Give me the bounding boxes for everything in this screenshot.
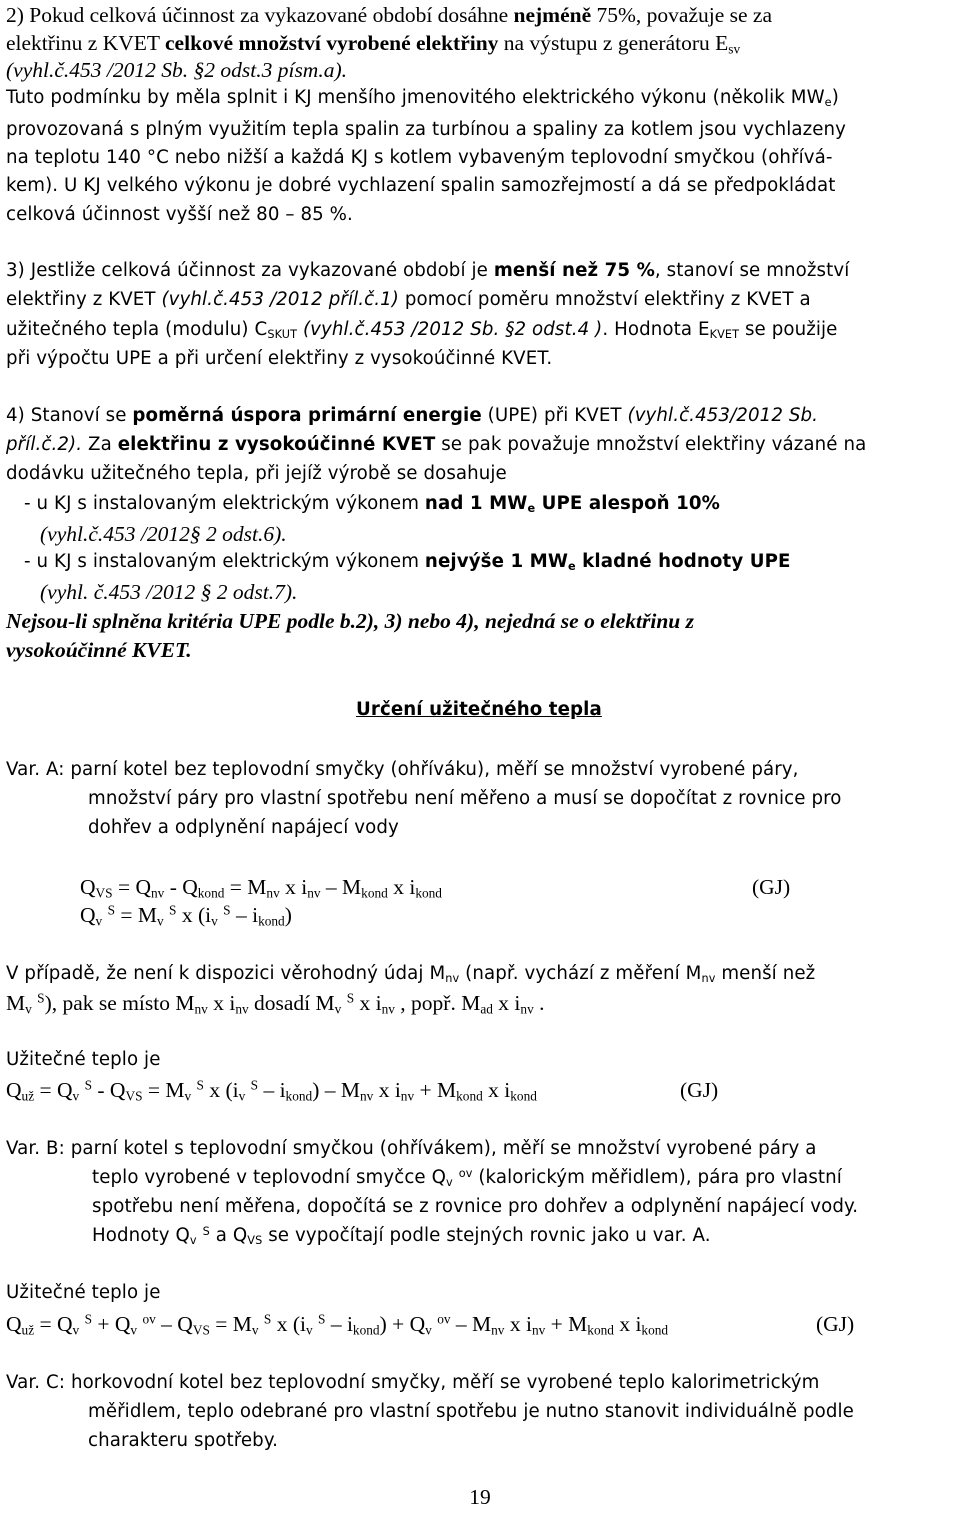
text-run: v [130,1322,138,1338]
text-run: Q [80,875,96,899]
text-run: kond [456,1088,483,1104]
text-run: v [189,1234,197,1248]
text-run: nv [235,1001,249,1017]
text-run: v [25,1001,32,1017]
text-run: . [533,991,545,1015]
text-run: 2 odst.4 ) [514,319,603,340]
text-line [40,521,287,547]
text-run: x i [207,991,236,1015]
text-run: měřidlem, teplo odebrané pro vlastní spotřebu je nutno stanovit individuálně podle [88,1401,854,1422]
text-run: v [157,913,164,929]
text-run: Var. B: parní kotel s teplovodní smyčkou (ohřívákem), měří se množství vyrobené páry a [6,1138,817,1159]
text-run: x i [279,875,308,899]
text-run: § [505,319,515,340]
text-run: dohřev a odplynění napájecí vody [88,817,399,838]
text-run: už [21,1322,35,1338]
text-run: v [72,1322,80,1338]
text-run: – M [450,1312,492,1336]
text-run: (vyhl.č.453 /2012 [40,522,190,546]
text-run: S [84,1311,92,1327]
text-run: x i [354,991,382,1015]
text-line [6,757,799,783]
text-line [88,1399,854,1425]
text-run: = Q [112,875,151,899]
text-run: kond [352,1322,380,1338]
text-run: kond [510,1088,537,1104]
text-line [680,1077,718,1103]
text-run: nv [531,1322,546,1338]
text-run: poměrná úspora primární energie [132,405,482,426]
text-run: (vyhl.č.453 /2012 příl.č.1) [161,289,399,310]
text-run: VS [95,885,113,901]
text-run: (kalorickým měřidlem), pára pro vlastní [472,1167,842,1188]
text-run: S [263,1311,272,1327]
text-run: na teplotu 140 °C nebo nižší a každá KJ s kotlem vybaveným teplovodní smyčkou (ohřívá- [6,147,833,168]
text-line [24,549,791,575]
text-run: Užitečné teplo je [6,1049,161,1070]
text-run: x i [387,875,416,899]
text-run: x i [613,1312,642,1336]
text-run: VS [192,1322,210,1338]
text-run: se vypočítají podle stejných rovnic jako u var. A. [262,1225,711,1246]
text-run: nv [400,1088,415,1104]
text-run: Nejsou-li splněna kritéria UPE podle b.2), 3) nebo 4), nejedná se o elektřinu z [6,609,694,633]
text-run: – i [258,1078,286,1102]
text-run: = M [142,1078,185,1102]
text-run: v [72,1088,80,1104]
text-run: ), pak se místo M [44,991,195,1015]
text-run: = Q [34,1078,73,1102]
text-run: (GJ) [752,875,791,899]
text-run: . Hodnota E [602,319,710,340]
text-run: se použije [739,319,838,340]
text-run: (vyhl.č.453 /2012 Sb. [302,319,506,340]
text-run: nejvýše 1 MW [424,551,568,572]
text-line [92,1194,858,1220]
text-run: Za [82,434,118,455]
text-run: 2 odst.3 písm.a). [204,58,347,82]
text-run: (UPE) při KVET [481,405,628,426]
text-run: v [446,1176,453,1190]
text-run: dosadí M [248,991,335,1015]
text-run: provozovaná s plným využitím tepla spalin za turbínou a spaliny za kotlem jsou vychlazeny [6,119,847,140]
text-run: 75%, považuje se za [591,3,773,27]
text-run: , popř. M [394,991,481,1015]
text-run: v [334,1001,342,1017]
text-run: x i [492,991,521,1015]
text-line [92,1165,842,1191]
text-run: celkové množství vyrobené elektřiny [165,31,499,55]
text-run: SKUT [267,328,298,342]
text-run: Užitečné teplo je [6,1282,161,1303]
text-line [6,287,811,313]
text-run: (GJ) [816,1312,855,1336]
text-run: Q [6,1078,22,1102]
text-run: kem). U KJ velkého výkonu je dobré vychlazení spalin samozřejmostí a dá se předpokládat [6,175,836,196]
text-run: nv [194,1001,208,1017]
text-run: 2 odst.6). [200,522,287,546]
text-line [6,202,353,228]
text-run: nv [359,1088,374,1104]
text-line [752,874,790,900]
text-run: S [107,902,115,918]
text-run: KVET [709,328,740,342]
text-run: - Q [164,875,198,899]
text-run: elektřiny z KVET [6,289,162,310]
text-run: - u KJ s instalovaným elektrickým výkonem [24,493,425,514]
text-run: - u KJ s instalovaným elektrickým výkonem [24,551,425,572]
text-run: ) [831,87,839,108]
text-run: nejméně [513,3,592,27]
text-line [88,786,842,812]
text-run: S [318,1311,326,1327]
text-run: nv [445,972,460,986]
text-line [80,902,292,928]
text-run: 4) Stanoví se [6,405,133,426]
text-run: v [305,1322,313,1338]
text-run: v [95,913,103,929]
text-run: na výstupu z generátoru E [498,31,729,55]
text-run: VS [247,1234,263,1248]
text-run: – i [230,903,259,927]
text-run: ) – M [312,1078,360,1102]
text-run: v [251,1322,259,1338]
text-run: v [211,913,218,929]
text-run: elektřinu z KVET [6,31,166,55]
text-line [6,961,815,987]
text-run: v [238,1088,246,1104]
text-run: teplo vyrobené v teplovodní smyčce Q [92,1167,447,1188]
text-run: = M [224,875,267,899]
text-run: se pak považuje množství elektřiny vázané na [435,434,867,455]
text-run: ov [458,1166,473,1180]
text-line [6,461,507,487]
text-run: = Q [34,1312,73,1336]
text-run: x i [373,1078,401,1102]
text-line [6,145,833,171]
text-run: kond [197,885,225,901]
text-run: příl.č.2). [6,434,83,455]
text-line [6,1370,819,1396]
text-line [6,1047,161,1073]
text-line [6,346,552,372]
text-line [6,173,835,199]
text-line [6,1311,668,1337]
text-run: – i [325,1312,353,1336]
text-run: – M [320,875,362,899]
text-run: S [223,902,231,918]
text-run: elektřinu z vysokoúčinné KVET [117,434,436,455]
text-line [6,432,866,458]
text-run: nv [701,972,716,986]
text-line [80,874,442,900]
text-line [88,815,399,841]
text-line [88,1428,278,1454]
text-run: S [37,990,45,1006]
text-line [816,1311,854,1337]
text-line [6,30,740,56]
text-run: nad 1 MW [424,493,528,514]
text-run: Var. C: horkovodní kotel bez teplovodní smyčky, měří se vyrobené teplo kalorimetrickým [6,1372,820,1393]
text-run: = M [115,903,157,927]
text-line [356,697,602,723]
text-run: (vyhl.č.453 /2012 Sb. [6,58,194,82]
text-run: + M [414,1078,457,1102]
text-run: (např. vychází z měření M [459,963,702,984]
text-line [24,491,720,517]
text-line [6,117,846,143]
text-run: S [346,990,355,1006]
text-run: S [169,902,177,918]
text-run: M [6,991,26,1015]
text-run: kond [361,885,388,901]
text-run: menší než 75 % [493,260,655,281]
text-run: kond [587,1322,614,1338]
text-run: nv [381,1001,395,1017]
text-run: VS [125,1088,143,1104]
text-run: e [527,502,536,516]
text-run: nv [491,1322,505,1338]
text-run: x i [504,1312,532,1336]
text-run: kond [258,913,285,929]
text-run: V případě, že není k dispozici věrohodný údaj M [6,963,446,984]
text-run: nv [266,885,280,901]
text-run: S [250,1077,259,1093]
text-run: 3) Jestliže celková účinnost za vykazované období je [6,260,494,281]
text-run: ad [480,1001,493,1017]
text-run: Tuto podmínku by měla splnit i KJ menšího jmenovitého elektrického výkonu (několik MW [6,87,825,108]
text-line [6,1077,537,1103]
text-run: menší než [715,963,816,984]
text-run: nv [520,1001,534,1017]
text-run: Určení užitečného tepla [356,699,602,720]
text-line [6,1136,817,1162]
text-run: užitečného tepla (modulu) C [6,319,268,340]
text-run: Hodnoty Q [92,1225,190,1246]
text-run: § [193,58,205,82]
text-line [6,1280,161,1306]
text-run: dodávku užitečného tepla, při jejíž výrobě se dosahuje [6,463,507,484]
text-run: 2 odst.7). [211,580,298,604]
text-run: ) [284,903,292,927]
text-run: UPE alespoň 10% [535,493,720,514]
text-line [6,317,837,343]
text-run: pomocí poměru množství elektřiny z KVET a [399,289,811,310]
text-run: nv [150,885,165,901]
text-run: Var. A: parní kotel bez teplovodní smyčky (ohříváku), měří se množství vyrobené páry, [6,759,799,780]
text-run: kond [415,885,442,901]
text-line [6,258,849,284]
text-run: § [200,580,212,604]
text-run: + Q [92,1312,131,1336]
text-run: kond [641,1322,669,1338]
text-run: – Q [155,1312,193,1336]
text-run: a Q [209,1225,248,1246]
text-run: (GJ) [680,1078,719,1102]
text-run: už [21,1088,35,1104]
text-run: = M [209,1312,252,1336]
text-line [6,608,694,634]
page-number: 19 [469,1485,491,1509]
text-run: ov [437,1311,451,1327]
text-run: (vyhl. č.453 /2012 [40,580,201,604]
text-run: S [84,1077,92,1093]
text-run: Q [6,1312,22,1336]
text-line [6,85,839,111]
text-run: kond [285,1088,313,1104]
text-run: x (i [271,1312,306,1336]
text-run: S [202,1224,210,1238]
text-run: vysokoúčinné KVET. [6,638,192,662]
text-line [6,403,818,429]
text-run: Q [80,903,96,927]
text-line [6,57,347,83]
text-run: sv [728,41,741,57]
text-run: , stanoví se množství [654,260,850,281]
text-run: v [184,1088,192,1104]
text-run: celková účinnost vyšší než 80 – 85 %. [6,204,353,225]
text-run: při výpočtu UPE a při určení elektřiny z vysokoúčinné KVET. [6,348,553,369]
text-run: množství páry pro vlastní spotřebu není měřeno a musí se dopočítat z rovnice pro [88,788,842,809]
text-run: x i [482,1078,511,1102]
text-run: v [425,1322,432,1338]
text-run: x (i [176,903,212,927]
text-run: e [568,560,576,574]
text-run: - Q [92,1078,126,1102]
text-run: ov [142,1311,156,1327]
text-run: ) + Q [379,1312,426,1336]
text-run: charakteru spotřeby. [88,1430,278,1451]
text-run: (vyhl.č.453/2012 Sb. [627,405,819,426]
text-run: e [824,96,832,110]
text-line [6,637,192,663]
text-run: kladné hodnoty UPE [575,551,791,572]
text-run: nv [307,885,321,901]
text-run: x (i [203,1078,239,1102]
text-line [6,2,772,28]
text-line [40,579,297,605]
text-line [92,1223,711,1249]
text-run: § [189,522,201,546]
text-run: S [196,1077,204,1093]
text-run: 2) Pokud celková účinnost za vykazované období dosáhne [6,3,514,27]
text-run: spotřebu není měřena, dopočítá se z rovnice pro dohřev a odplynění napájecí vody. [92,1196,859,1217]
text-line [6,990,544,1016]
text-run: + M [545,1312,588,1336]
